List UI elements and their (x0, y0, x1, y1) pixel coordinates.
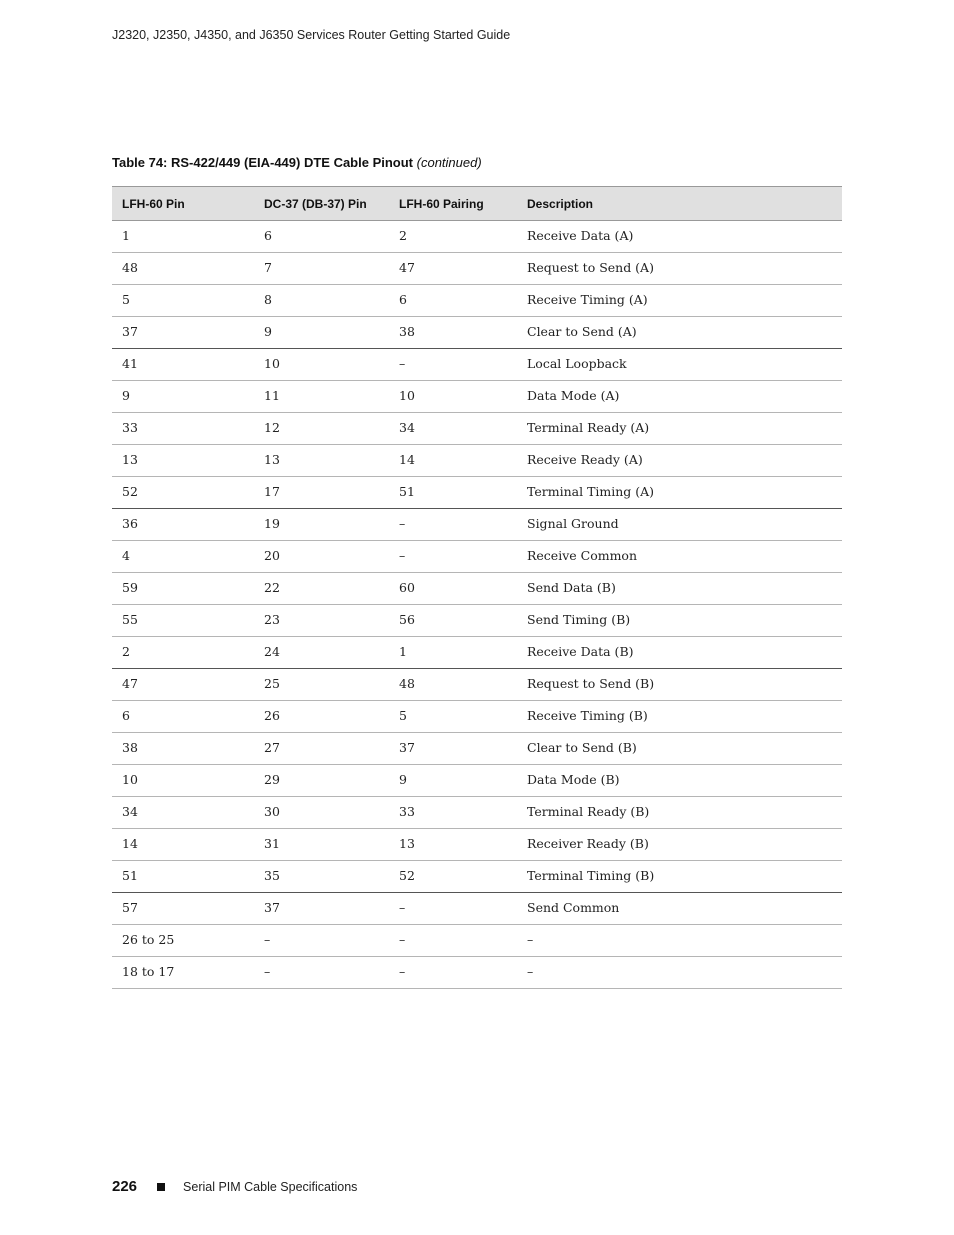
table-row (112, 701, 842, 733)
cell-lfh60-pin: 52 (112, 477, 254, 509)
cell-lfh60-pin: 47 (112, 669, 254, 701)
table-row (112, 221, 842, 253)
cell-description: Receive Data (A) (517, 221, 842, 253)
cell-dc37-pin: 27 (254, 733, 389, 765)
cell-description: Data Mode (B) (517, 765, 842, 797)
cell-lfh60-pin: 41 (112, 349, 254, 381)
cell-lfh60-pin: 37 (112, 317, 254, 349)
table-row (112, 573, 842, 605)
cell-lfh60-pin: 36 (112, 509, 254, 541)
cell-dc37-pin: 30 (254, 797, 389, 829)
cell-description: Request to Send (B) (517, 669, 842, 701)
cell-description: Terminal Timing (A) (517, 477, 842, 509)
cell-lfh60-pin: 33 (112, 413, 254, 445)
cell-lfh60-pairing: 56 (389, 605, 517, 637)
cell-lfh60-pairing: 33 (389, 797, 517, 829)
pinout-table (112, 186, 842, 989)
cell-lfh60-pairing: 38 (389, 317, 517, 349)
cell-lfh60-pin: 38 (112, 733, 254, 765)
cell-description: Local Loopback (517, 349, 842, 381)
cell-lfh60-pairing: 1 (389, 637, 517, 669)
cell-description: – (517, 925, 842, 957)
cell-description: Receiver Ready (B) (517, 829, 842, 861)
cell-description: Receive Ready (A) (517, 445, 842, 477)
table-row (112, 765, 842, 797)
cell-lfh60-pairing: 14 (389, 445, 517, 477)
cell-lfh60-pin: 6 (112, 701, 254, 733)
table-body (112, 221, 842, 989)
cell-lfh60-pairing: – (389, 541, 517, 573)
cell-description: Send Data (B) (517, 573, 842, 605)
cell-lfh60-pin: 14 (112, 829, 254, 861)
cell-dc37-pin: 24 (254, 637, 389, 669)
table-row (112, 541, 842, 573)
cell-lfh60-pairing: – (389, 957, 517, 989)
cell-description: Receive Data (B) (517, 637, 842, 669)
cell-dc37-pin: 10 (254, 349, 389, 381)
cell-lfh60-pin: 4 (112, 541, 254, 573)
cell-lfh60-pairing: 6 (389, 285, 517, 317)
cell-dc37-pin: 35 (254, 861, 389, 893)
table-row (112, 829, 842, 861)
cell-description: Signal Ground (517, 509, 842, 541)
cell-dc37-pin: 22 (254, 573, 389, 605)
cell-lfh60-pairing: 34 (389, 413, 517, 445)
cell-lfh60-pairing: – (389, 925, 517, 957)
cell-description: Send Common (517, 893, 842, 925)
table-row (112, 477, 842, 509)
table-row (112, 317, 842, 349)
cell-dc37-pin: 25 (254, 669, 389, 701)
cell-description: Data Mode (A) (517, 381, 842, 413)
cell-dc37-pin: 20 (254, 541, 389, 573)
table-row (112, 413, 842, 445)
cell-lfh60-pairing: – (389, 349, 517, 381)
cell-dc37-pin: 29 (254, 765, 389, 797)
page-number: 226 (112, 1178, 138, 1195)
cell-lfh60-pin: 9 (112, 381, 254, 413)
table-caption (112, 155, 482, 170)
cell-lfh60-pin: 5 (112, 285, 254, 317)
page-footer (112, 1178, 357, 1195)
cell-dc37-pin: 7 (254, 253, 389, 285)
table-row (112, 445, 842, 477)
column-header-description: Description (517, 187, 842, 221)
table-row (112, 733, 842, 765)
cell-description: Send Timing (B) (517, 605, 842, 637)
cell-dc37-pin: 8 (254, 285, 389, 317)
table-row (112, 957, 842, 989)
cell-description: Clear to Send (B) (517, 733, 842, 765)
cell-description: Receive Common (517, 541, 842, 573)
table-row (112, 253, 842, 285)
cell-lfh60-pairing: 60 (389, 573, 517, 605)
table-row (112, 669, 842, 701)
cell-description: Terminal Ready (A) (517, 413, 842, 445)
cell-lfh60-pin: 55 (112, 605, 254, 637)
cell-lfh60-pin: 2 (112, 637, 254, 669)
table-row (112, 893, 842, 925)
cell-description: Receive Timing (A) (517, 285, 842, 317)
column-header-lfh60-pairing: LFH-60 Pairing (389, 187, 517, 221)
cell-dc37-pin: 19 (254, 509, 389, 541)
table-row (112, 381, 842, 413)
cell-lfh60-pairing: 5 (389, 701, 517, 733)
cell-lfh60-pairing: 47 (389, 253, 517, 285)
table-caption-label: Table 74: RS-422/449 (EIA-449) DTE Cable Pinout (112, 155, 414, 170)
cell-dc37-pin: 37 (254, 893, 389, 925)
cell-dc37-pin: 26 (254, 701, 389, 733)
cell-lfh60-pairing: 9 (389, 765, 517, 797)
cell-lfh60-pin: 26 to 25 (112, 925, 254, 957)
cell-lfh60-pin: 59 (112, 573, 254, 605)
cell-lfh60-pairing: 37 (389, 733, 517, 765)
cell-description: Clear to Send (A) (517, 317, 842, 349)
cell-lfh60-pairing: 2 (389, 221, 517, 253)
table-row (112, 925, 842, 957)
square-bullet-icon (157, 1183, 165, 1191)
footer-section-title: Serial PIM Cable Specifications (183, 1179, 358, 1194)
cell-dc37-pin: 31 (254, 829, 389, 861)
cell-lfh60-pin: 1 (112, 221, 254, 253)
table-row (112, 797, 842, 829)
table-row (112, 509, 842, 541)
cell-lfh60-pairing: – (389, 893, 517, 925)
column-header-lfh60-pin: LFH-60 Pin (112, 187, 254, 221)
cell-lfh60-pairing: 13 (389, 829, 517, 861)
running-header: J2320, J2350, J4350, and J6350 Services Router Getting Started Guide (112, 28, 511, 42)
cell-dc37-pin: 23 (254, 605, 389, 637)
cell-description: Terminal Timing (B) (517, 861, 842, 893)
cell-description: Terminal Ready (B) (517, 797, 842, 829)
cell-lfh60-pin: 34 (112, 797, 254, 829)
table-row (112, 637, 842, 669)
cell-dc37-pin: 11 (254, 381, 389, 413)
table-row (112, 861, 842, 893)
column-header-dc37-pin: DC-37 (DB-37) Pin (254, 187, 389, 221)
table-row (112, 285, 842, 317)
cell-description: – (517, 957, 842, 989)
cell-lfh60-pairing: 52 (389, 861, 517, 893)
cell-lfh60-pairing: 48 (389, 669, 517, 701)
cell-dc37-pin: – (254, 957, 389, 989)
table-caption-continued: (continued) (416, 155, 482, 170)
cell-lfh60-pin: 13 (112, 445, 254, 477)
cell-description: Request to Send (A) (517, 253, 842, 285)
cell-lfh60-pin: 48 (112, 253, 254, 285)
cell-lfh60-pin: 57 (112, 893, 254, 925)
cell-dc37-pin: 9 (254, 317, 389, 349)
cell-description: Receive Timing (B) (517, 701, 842, 733)
cell-lfh60-pin: 18 to 17 (112, 957, 254, 989)
cell-lfh60-pairing: – (389, 509, 517, 541)
cell-dc37-pin: – (254, 925, 389, 957)
cell-lfh60-pin: 51 (112, 861, 254, 893)
table-header-row (112, 187, 842, 221)
table-row (112, 349, 842, 381)
cell-dc37-pin: 13 (254, 445, 389, 477)
cell-dc37-pin: 17 (254, 477, 389, 509)
cell-lfh60-pin: 10 (112, 765, 254, 797)
cell-lfh60-pairing: 51 (389, 477, 517, 509)
table-row (112, 605, 842, 637)
cell-dc37-pin: 12 (254, 413, 389, 445)
cell-lfh60-pairing: 10 (389, 381, 517, 413)
cell-dc37-pin: 6 (254, 221, 389, 253)
